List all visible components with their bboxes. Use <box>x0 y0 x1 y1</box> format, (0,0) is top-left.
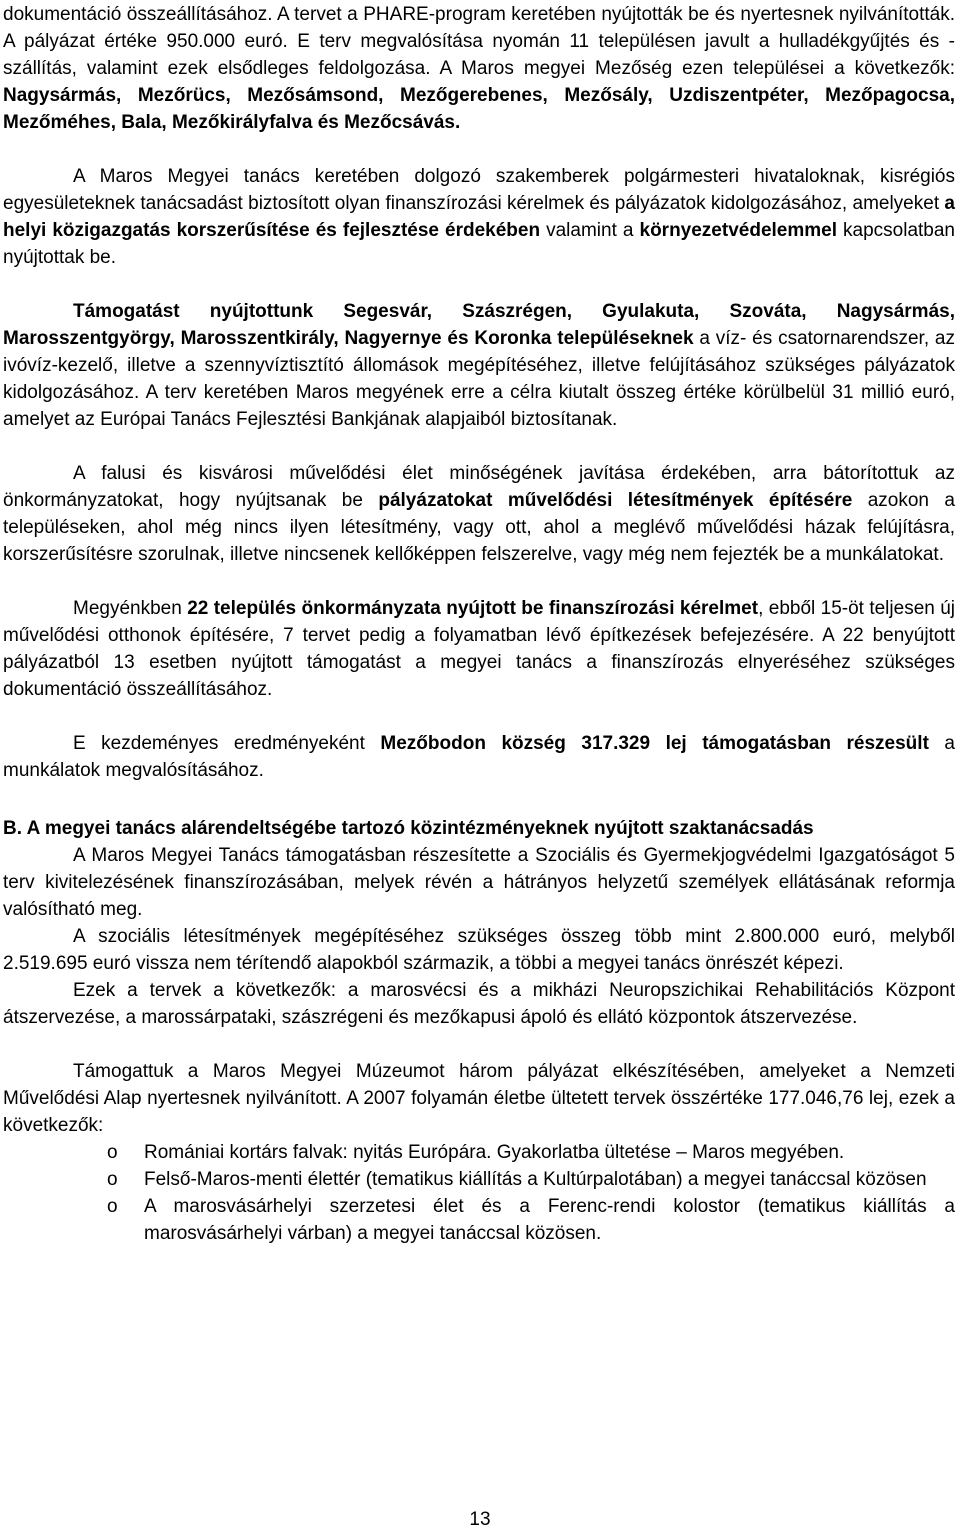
section-b-paragraph-2: A szociális létesítmények megépítéséhez szükséges összeg több mint 2.800.000 euró, melyből 2.519.695 euró vissza nem térítendő alapokból származik, a többi a megyei tanács önrészét képezi. <box>3 926 955 974</box>
bullet-marker: o <box>107 1169 118 1190</box>
paragraph-culture <box>3 460 955 568</box>
settlement-list: Nagysármás, Mezőrücs, Mezősámsond, Mezőgerebenes, Mezősály, Uzdiszentpéter, Mezőpagocsa, Mezőméhes, Bala, Mezőkirályfalva és Mezőcsávás. <box>3 85 955 133</box>
paragraph-text: A Maros Megyei tanács keretében dolgozó szakemberek polgármesteri hivataloknak, kisrégiós egyesületeknek tanácsadást biztosított olyan finanszírozási kérelmek és pályázatok kidolgozásához, amelyeket <box>3 166 955 214</box>
paragraph-mezobodon <box>3 730 955 784</box>
emphasis-text: Mezőbodon község 317.329 lej támogatásban részesült <box>380 733 929 754</box>
emphasis-text: 22 település önkormányzata nyújtott be finanszírozási kérelmet <box>187 598 759 619</box>
paragraph-text: a munkálatok megvalósításához. <box>3 733 955 781</box>
paragraph-text: Megyénkben <box>73 598 188 619</box>
page-number: 13 <box>469 1509 491 1530</box>
bullet-marker: o <box>107 1196 118 1217</box>
document-page <box>3 1 955 1247</box>
list-item-text: A marosvásárhelyi szerzetesi élet és a Ferenc-rendi kolostor (tematikus kiállítás a marosvásárhelyi várban) a megyei tanáccsal közösen. <box>144 1196 955 1244</box>
list-item <box>3 1166 955 1193</box>
paragraph-text: dokumentáció összeállításához. A tervet a PHARE-program keretében nyújtották be és nyertesnek nyilvánították. A pályázat értéke 950.000 euró. E terv megvalósítása nyomán 11 településen javult a hulladékgyűjtés és -szállítás, valamint ezek elsődleges feldolgozása. A Maros megyei Mezőség ezen települései a következők: <box>3 4 955 79</box>
paragraph-waste-management <box>3 1 955 136</box>
paragraph-water-support <box>3 298 955 433</box>
paragraph-applications <box>3 595 955 703</box>
list-item-text: Felső-Maros-menti élettér (tematikus kiállítás a Kultúrpalotában) a megyei tanáccsal közösen <box>144 1169 927 1190</box>
list-item <box>3 1139 955 1166</box>
paragraph-text: A falusi és kisvárosi művelődési élet minőségének javítása érdekében, arra bátorítottuk az önkormányzatokat, hogy nyújtsanak be <box>3 463 955 511</box>
section-b-paragraph-1: A Maros Megyei Tanács támogatásban részesítette a Szociális és Gyermekjogvédelmi Igazgatóságot 5 terv kivitelezésének finanszírozásában, melyek révén a hátrányos helyzetű személyek ellátásának reformja valósítható meg. <box>3 845 955 920</box>
paragraph-museum: Támogattuk a Maros Megyei Múzeumot három pályázat elkészítésében, amelyeket a Nemzeti Művelődési Alap nyertesnek nyilvánított. A 2007 folyamán életbe ültetett tervek összértéke 177.046,76 lej, ezek a következők: <box>3 1061 955 1136</box>
list-item <box>3 1193 955 1247</box>
section-b-paragraph-3: Ezek a tervek a következők: a marosvécsi és a mikházi Neuropszichikai Rehabilitációs Központ átszervezése, a marossárpataki, szászrégeni és mezőkapusi ápoló és ellátó központok átszervezése. <box>3 980 955 1028</box>
emphasis-text: pályázatokat művelődési létesítmények építésére <box>378 490 853 511</box>
list-item-text: Romániai kortárs falvak: nyitás Európára. Gyakorlatba ültetése – Maros megyében. <box>144 1142 845 1163</box>
paragraph-consulting <box>3 163 955 271</box>
emphasis-text: Támogatást nyújtottunk Segesvár, Szászrégen, Gyulakuta, Szováta, Nagysármás, Marosszentgyörgy, Marosszentkirály, Nagyernye és Koronka településeknek <box>3 301 955 349</box>
bullet-marker: o <box>107 1142 118 1163</box>
emphasis-text: környezetvédelemmel <box>639 220 837 241</box>
paragraph-text: valamint a <box>540 220 640 241</box>
paragraph-text: kapcsolatban nyújtottak be. <box>3 220 955 268</box>
paragraph-text: , ebből 15-öt teljesen új művelődési otthonok építésére, 7 tervet pedig a folyamatban lévő építkezések befejezésére. A 22 benyújtott pályázatból 13 esetben nyújtott támogatást a megyei tanács a finanszírozás elnyeréséhez szükséges dokumentáció összeállításához. <box>3 598 956 700</box>
section-b-heading: B. A megyei tanács alárendeltségébe tartozó közintézményeknek nyújtott szaktanácsadás <box>3 818 814 839</box>
paragraph-text: E kezdeményes eredményeként <box>73 733 381 754</box>
project-list <box>3 1139 955 1247</box>
emphasis-text: a helyi közigazgatás korszerűsítése és fejlesztése érdekében <box>3 193 955 241</box>
paragraph-text: azokon a településeken, ahol még nincs ilyen létesítmény, vagy ott, ahol a meglévő művelődési házak felújításra, korszerűsítésre szorulnak, illetve nincsenek kellőképpen felszerelve, vagy még nem fejezték be a munkálatokat. <box>3 490 955 565</box>
paragraph-text: a víz- és csatornarendszer, az ivóvíz-kezelő, illetve a szennyvíztisztító állomások megépítéséhez, illetve felújításához szükséges pályázatok kidolgozásához. A terv keretében Maros megyének erre a célra kiutalt összeg értéke körülbelül 31 millió euró, amelyet az Európai Tanács Fejlesztési Bankjának alapjaiból biztosítanak. <box>3 328 955 430</box>
